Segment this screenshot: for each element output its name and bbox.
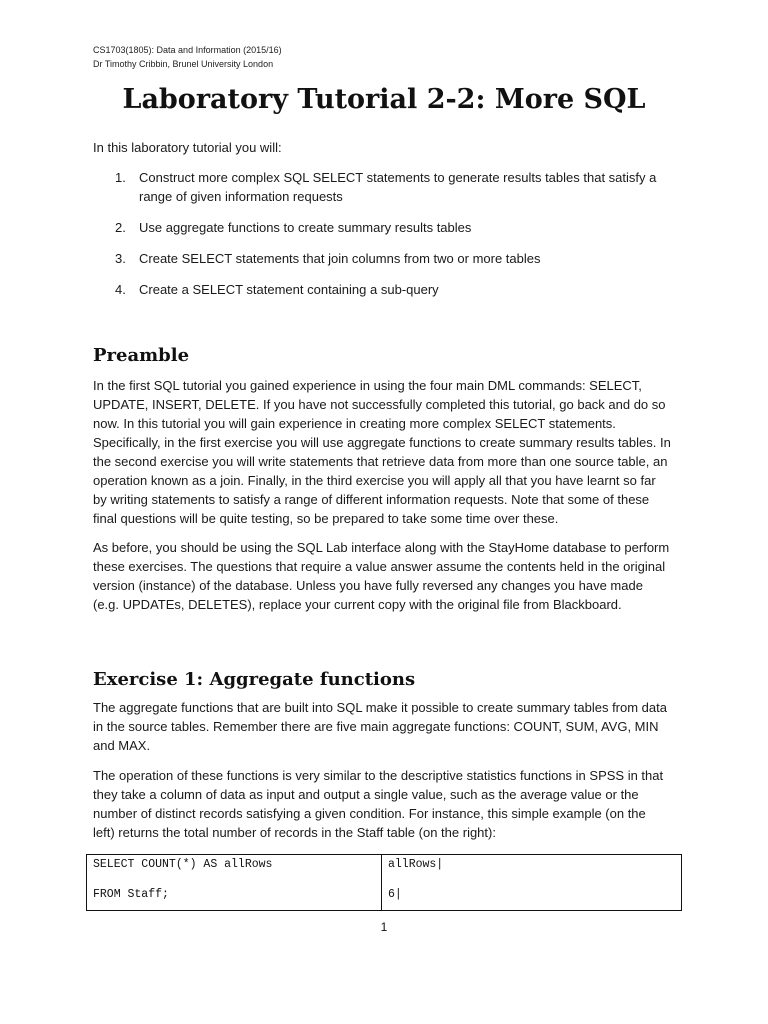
result-value: 6| xyxy=(388,888,402,901)
exercise1-paragraph-1: The aggregate functions that are built into SQL make it possible to create summary tables from data in the source tables. Remember there are five main aggregate functions: COUNT, SUM, AVG, MIN and MAX. xyxy=(93,700,667,753)
page-number: 1 xyxy=(380,920,388,934)
list-number: 4. xyxy=(115,282,126,297)
list-item xyxy=(93,218,663,237)
list-number: 3. xyxy=(115,251,126,266)
sql-query-line: FROM Staff; xyxy=(93,888,169,901)
intro-text: In this laboratory tutorial you will: xyxy=(93,140,282,155)
sql-query-line: SELECT COUNT(*) AS allRows xyxy=(93,858,273,871)
author-line: Dr Timothy Cribbin, Brunel University London xyxy=(93,59,274,69)
result-header: allRows| xyxy=(388,858,444,871)
list-text: Construct more complex SQL SELECT statements to generate results tables that satisfy a range of given information requests xyxy=(139,170,657,204)
list-number: 1. xyxy=(115,170,126,185)
sql-result-cell xyxy=(382,855,682,911)
list-text: Create SELECT statements that join columns from two or more tables xyxy=(139,251,541,266)
page-title: Laboratory Tutorial 2-2: More SQL xyxy=(122,84,646,115)
preamble-heading: Preamble xyxy=(93,345,190,366)
course-line: CS1703(1805): Data and Information (2015/16) xyxy=(93,45,282,55)
list-item xyxy=(93,249,663,268)
preamble-paragraph-2: As before, you should be using the SQL Lab interface along with the StayHome database to perform these exercises. The questions that require a value answer assume the contents held in the original version (instance) of the database. Unless you have fully reversed any changes you have made (e.g. UPDATEs, DELETES), replace your current copy with the original file from Blackboard. xyxy=(93,540,670,612)
exercise1-paragraph-2: The operation of these functions is very similar to the descriptive statistics functions in SPSS in that they take a column of data as input and output a single value, such as the average value or the number of distinct records satisfying a given condition. For instance, this simple example (on the left) returns the total number of records in the Staff table (on the right): xyxy=(93,768,664,840)
list-text: Use aggregate functions to create summary results tables xyxy=(139,220,472,235)
list-item xyxy=(93,168,663,206)
preamble-paragraph-1: In the first SQL tutorial you gained experience in using the four main DML commands: SELECT, UPDATE, INSERT, DELETE. If you have not successfully completed this tutorial, go back and do so now. In this tutorial you will gain experience in creating more complex SELECT statements. Specifically, in the first exercise you will use aggregate functions to create summary results tables. In the second exercise you will write statements that retrieve data from more than one source table, an operation known as a join. Finally, in the third exercise you will apply all that you have learnt so far by writing statements to satisfy a range of different information requests. Note that some of these final questions will be quite testing, so be prepared to take some time over these. xyxy=(93,378,671,526)
exercise1-heading: Exercise 1: Aggregate functions xyxy=(93,669,416,690)
list-number: 2. xyxy=(115,220,126,235)
list-text: Create a SELECT statement containing a sub-query xyxy=(139,282,439,297)
list-item xyxy=(93,280,663,299)
objectives-list xyxy=(93,168,663,311)
sql-example-table xyxy=(86,854,682,911)
document-header xyxy=(93,43,282,71)
sql-query-cell xyxy=(87,855,382,911)
